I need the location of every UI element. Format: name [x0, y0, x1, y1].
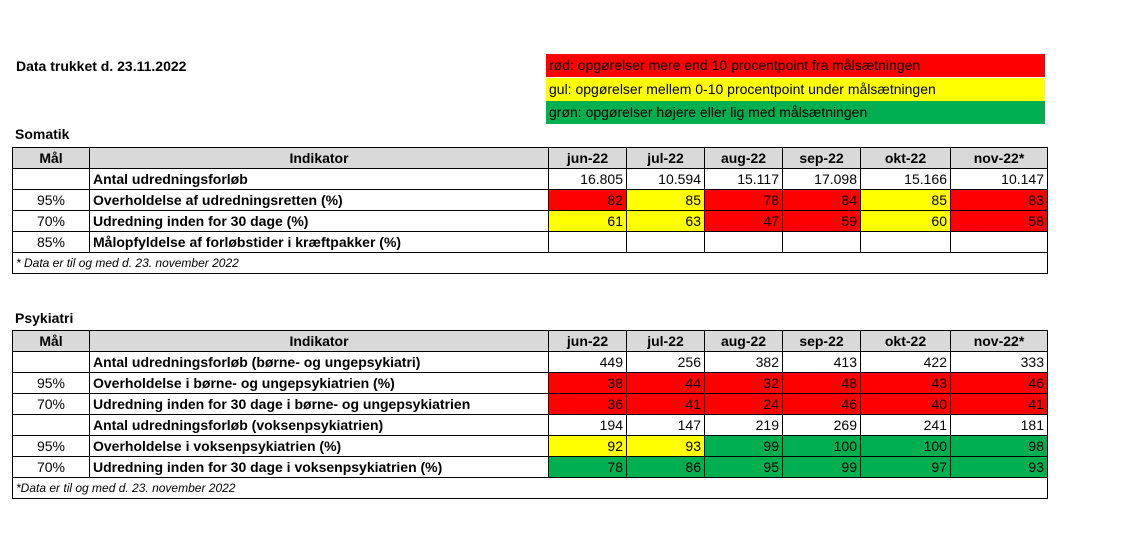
table-row	[13, 190, 1048, 211]
value-cell: 99	[705, 436, 783, 457]
table-row	[13, 232, 1048, 253]
value-cell	[951, 232, 1048, 253]
column-header-month: jun-22	[549, 331, 627, 352]
indicator-cell: Antal udredningsforløb	[90, 169, 549, 190]
value-cell: 38	[549, 373, 627, 394]
value-cell: 100	[861, 436, 951, 457]
value-cell: 100	[783, 436, 861, 457]
indicator-cell: Overholdelse af udredningsretten (%)	[90, 190, 549, 211]
table-row	[13, 211, 1048, 232]
goal-cell: 95%	[13, 373, 90, 394]
indicator-cell: Udredning inden for 30 dage (%)	[90, 211, 549, 232]
column-header-month: jul-22	[627, 148, 705, 169]
value-cell: 86	[627, 457, 705, 478]
value-cell: 85	[861, 190, 951, 211]
goal-cell: 70%	[13, 457, 90, 478]
indicator-cell: Overholdelse i børne- og ungepsykiatrien (%)	[90, 373, 549, 394]
goal-cell: 85%	[13, 232, 90, 253]
table-row	[13, 352, 1048, 373]
value-cell: 24	[705, 394, 783, 415]
somatik-title: Somatik	[15, 126, 70, 142]
value-cell: 78	[705, 190, 783, 211]
data-date-heading: Data trukket d. 23.11.2022	[16, 58, 187, 74]
psykiatri-table	[12, 330, 1048, 499]
column-header-month: jun-22	[549, 148, 627, 169]
goal-cell	[13, 415, 90, 436]
indicator-cell: Udredning inden for 30 dage i børne- og ungepsykiatrien	[90, 394, 549, 415]
value-cell: 17.098	[783, 169, 861, 190]
table-row	[13, 394, 1048, 415]
goal-cell: 70%	[13, 394, 90, 415]
column-header-month: okt-22	[861, 148, 951, 169]
footnote-row	[13, 253, 1048, 274]
table-row	[13, 169, 1048, 190]
value-cell	[549, 232, 627, 253]
goal-cell	[13, 352, 90, 373]
indicator-cell: Antal udredningsforløb (børne- og ungepsykiatri)	[90, 352, 549, 373]
header-row	[13, 148, 1048, 169]
goal-cell: 95%	[13, 190, 90, 211]
value-cell: 92	[549, 436, 627, 457]
table-row	[13, 415, 1048, 436]
value-cell: 147	[627, 415, 705, 436]
value-cell: 61	[549, 211, 627, 232]
column-header-month: nov-22*	[951, 331, 1048, 352]
value-cell: 43	[861, 373, 951, 394]
value-cell: 47	[705, 211, 783, 232]
column-header-month: sep-22	[783, 331, 861, 352]
psykiatri-title: Psykiatri	[15, 310, 74, 326]
legend-red: rød: opgørelser mere end 10 procentpoint fra målsætningen	[546, 54, 1045, 77]
value-cell: 449	[549, 352, 627, 373]
table-row	[13, 457, 1048, 478]
value-cell: 46	[783, 394, 861, 415]
value-cell: 59	[783, 211, 861, 232]
value-cell: 256	[627, 352, 705, 373]
value-cell: 44	[627, 373, 705, 394]
value-cell: 58	[951, 211, 1048, 232]
column-header-indicator: Indikator	[90, 331, 549, 352]
footnote: * Data er til og med d. 23. november 2022	[13, 253, 1048, 274]
column-header-goal: Mål	[13, 331, 90, 352]
table-row	[13, 373, 1048, 394]
goal-cell: 95%	[13, 436, 90, 457]
value-cell: 41	[627, 394, 705, 415]
value-cell: 41	[951, 394, 1048, 415]
value-cell: 194	[549, 415, 627, 436]
value-cell: 32	[705, 373, 783, 394]
value-cell: 10.147	[951, 169, 1048, 190]
column-header-month: sep-22	[783, 148, 861, 169]
indicator-cell: Målopfyldelse af forløbstider i kræftpakker (%)	[90, 232, 549, 253]
value-cell	[783, 232, 861, 253]
value-cell: 15.166	[861, 169, 951, 190]
indicator-cell: Overholdelse i voksenpsykiatrien (%)	[90, 436, 549, 457]
value-cell	[627, 232, 705, 253]
value-cell: 241	[861, 415, 951, 436]
legend-green: grøn: opgørelser højere eller lig med målsætningen	[546, 101, 1045, 124]
somatik-table	[12, 147, 1048, 274]
column-header-month: aug-22	[705, 331, 783, 352]
goal-cell: 70%	[13, 211, 90, 232]
goal-cell	[13, 169, 90, 190]
column-header-month: aug-22	[705, 148, 783, 169]
table-row	[13, 436, 1048, 457]
header-row	[13, 331, 1048, 352]
column-header-month: nov-22*	[951, 148, 1048, 169]
value-cell: 83	[951, 190, 1048, 211]
value-cell: 40	[861, 394, 951, 415]
value-cell	[861, 232, 951, 253]
value-cell: 15.117	[705, 169, 783, 190]
value-cell: 36	[549, 394, 627, 415]
value-cell: 85	[627, 190, 705, 211]
value-cell: 422	[861, 352, 951, 373]
column-header-goal: Mål	[13, 148, 90, 169]
footnote-row	[13, 478, 1048, 499]
footnote: *Data er til og med d. 23. november 2022	[13, 478, 1048, 499]
legend-yellow: gul: opgørelser mellem 0-10 procentpoint under målsætningen	[546, 78, 1045, 101]
column-header-indicator: Indikator	[90, 148, 549, 169]
value-cell: 98	[951, 436, 1048, 457]
value-cell: 46	[951, 373, 1048, 394]
value-cell: 82	[549, 190, 627, 211]
column-header-month: jul-22	[627, 331, 705, 352]
column-header-month: okt-22	[861, 331, 951, 352]
value-cell: 10.594	[627, 169, 705, 190]
value-cell: 93	[951, 457, 1048, 478]
value-cell: 16.805	[549, 169, 627, 190]
value-cell	[705, 232, 783, 253]
value-cell: 95	[705, 457, 783, 478]
value-cell: 93	[627, 436, 705, 457]
value-cell: 99	[783, 457, 861, 478]
value-cell: 84	[783, 190, 861, 211]
value-cell: 63	[627, 211, 705, 232]
value-cell: 269	[783, 415, 861, 436]
value-cell: 181	[951, 415, 1048, 436]
indicator-cell: Udredning inden for 30 dage i voksenpsykiatrien (%)	[90, 457, 549, 478]
value-cell: 219	[705, 415, 783, 436]
value-cell: 78	[549, 457, 627, 478]
value-cell: 382	[705, 352, 783, 373]
value-cell: 97	[861, 457, 951, 478]
value-cell: 60	[861, 211, 951, 232]
indicator-cell: Antal udredningsforløb (voksenpsykiatrien)	[90, 415, 549, 436]
value-cell: 48	[783, 373, 861, 394]
value-cell: 333	[951, 352, 1048, 373]
value-cell: 413	[783, 352, 861, 373]
